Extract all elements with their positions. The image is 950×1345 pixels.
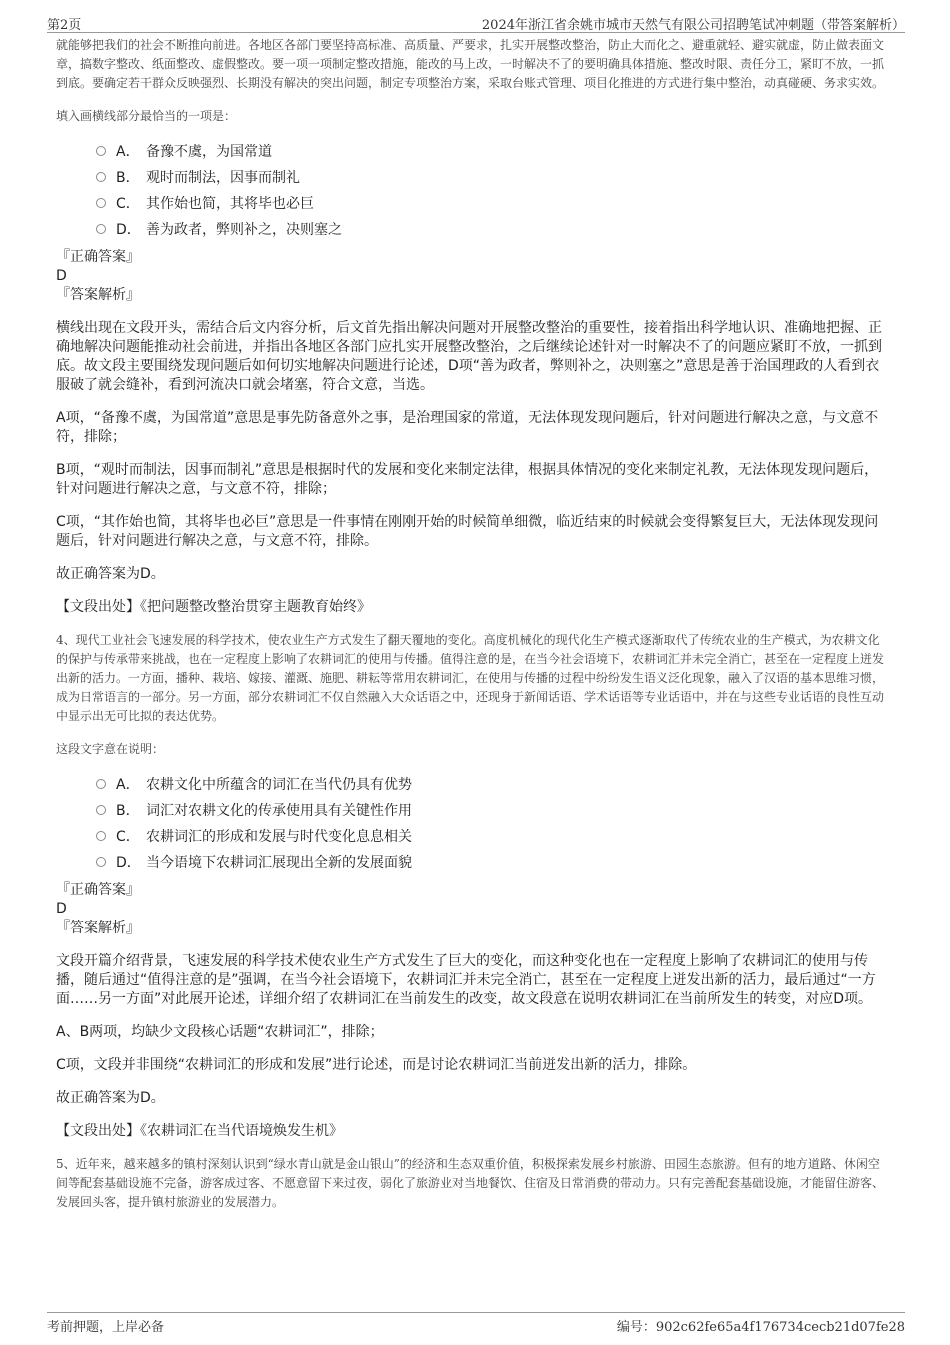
- q4-analysis-label: 『答案解析』: [56, 920, 140, 936]
- q3-option-c[interactable]: C． 其作始也简，其将毕也必巨: [96, 190, 888, 216]
- q3-analysis-1: 横线出现在文段开头，需结合后文内容分析，后文首先指出解决问题对开展整改整治的重要性，接着指出科学地认识、准确地把握、正确地解决问题能推动社会前进，并指出各地区各部门应扎实开展整改整治，之后继续论述针对一时解决不了的问题应紧盯不放，一抓到底。故文段主要围绕发现问题后如何切实地解决问题进行论述，D项“善为政者，弊则补之，决则塞之”意思是善于治国理政的人看到衣服破了就会缝补，看到河流决口就会堵塞，符合文意，当选。: [56, 320, 882, 393]
- radio-icon[interactable]: [96, 857, 106, 867]
- q4-answer: D: [56, 901, 67, 917]
- q4-passage: 4、现代工业社会飞速发展的科学技术，使农业生产方式发生了翻天覆地的变化。高度机械化的现代化生产模式逐渐取代了传统农业的生产模式，为农耕文化的保护与传承带来挑战，也在一定程度上影响了农耕词汇的使用与传播。值得注意的是，在当今社会语境下，农耕词汇并未完全消亡，甚至在一定程度上迸发出新的活力。一方面，播种、栽培、嫁接、灌溉、施肥、耕耘等常用农耕词汇，在使用与传播的过程中纷纷发生语义泛化现象，融入了汉语的基本思维习惯，成为日常语言的一部分。另一方面，部分农耕词汇不仅自然融入大众话语之中，还现身于新闻话语、学术话语等专业话语中，并在与这些专业话语的良性互动中显示出无可比拟的表达优势。: [56, 633, 885, 723]
- q3-analysis-3: B项，“观时而制法，因事而制礼”意思是根据时代的发展和变化来制定法律，根据具体情况的变化来制定礼教，无法体现发现问题后，针对问题进行解决之意，与文意不符，排除；: [56, 462, 879, 497]
- radio-icon[interactable]: [96, 779, 106, 789]
- q4-option-b[interactable]: B． 词汇对农耕文化的传承使用具有关键性作用: [96, 797, 888, 823]
- q3-answer: D: [56, 268, 67, 284]
- q3-analysis-4: C项，“其作始也简，其将毕也必巨”意思是一件事情在刚刚开始的时候简单细微，临近结束的时候就会变得繁复巨大，无法体现发现问题后，针对问题进行解决之意，与文意不符，排除。: [56, 514, 879, 549]
- q4-answer-label: 『正确答案』: [56, 882, 140, 898]
- q3-question: 填入画横线部分最恰当的一项是：: [56, 109, 237, 123]
- q4-analysis-4: 故正确答案为D。: [56, 1090, 165, 1106]
- q3-passage: 就能够把我们的社会不断推向前进。各地区各部门要坚持高标准、高质量、严要求，扎实开展整改整治，防止大而化之、避重就轻、避实就虚，防止做表面文章，搞数字整改、纸面整改、虚假整改。要一项一项制定整改措施，能改的马上改，一时解决不了的要明确具体措施、整改时限、责任分工，紧盯不放，一抓到底。要确定若干群众反映强烈、长期没有解决的突出问题，制定专项整治方案，采取台账式管理、项目化推进的方式进行集中整治，动真碰硬、务求实效。: [56, 38, 885, 90]
- q4-question: 这段文字意在说明：: [56, 742, 165, 756]
- document-code: 编号：902c62fe65a4f176734cecb21d07fe28: [616, 1320, 905, 1335]
- radio-icon[interactable]: [96, 224, 106, 234]
- page-number: 第2页: [47, 18, 82, 33]
- footer-slogan: 考前押题，上岸必备: [47, 1320, 165, 1335]
- q3-analysis-5: 故正确答案为D。: [56, 566, 165, 582]
- page-content: [56, 36, 888, 1212]
- q5-passage: 5、近年来，越来越多的镇村深刻认识到“绿水青山就是金山银山”的经济和生态双重价值，积极探索发展乡村旅游、田园生态旅游。但有的地方道路、休闲空间等配套基础设施不完备，游客成过客、不愿意留下来过夜，弱化了旅游业对当地餐饮、住宿及日常消费的带动力。只有完善配套基础设施，才能留住游客、发展回头客，提升镇村旅游业的发展潜力。: [56, 1157, 885, 1209]
- q4-source: 【文段出处】《农耕词汇在当代语境焕发生机》: [56, 1123, 343, 1139]
- q4-option-c[interactable]: C． 农耕词汇的形成和发展与时代变化息息相关: [96, 823, 888, 849]
- radio-icon[interactable]: [96, 146, 106, 156]
- q3-option-a[interactable]: A． 备豫不虞，为国常道: [96, 138, 888, 164]
- q3-options: [96, 138, 888, 242]
- q3-option-d[interactable]: D． 善为政者，弊则补之，决则塞之: [96, 216, 888, 242]
- q4-analysis-1: 文段开篇介绍背景，飞速发展的科学技术使农业生产方式发生了巨大的变化，而这种变化也在一定程度上影响了农耕词汇的使用与传播，随后通过“值得注意的是”强调，在当今社会语境下，农耕词汇并未完全消亡，甚至在一定程度上迸发出新的活力，最后通过“一方面……另一方面”对此展开论述，详细介绍了农耕词汇在当前发生的改变，故文段意在说明农耕词汇在当前所发生的转变，对应D项。: [56, 953, 876, 1007]
- radio-icon[interactable]: [96, 172, 106, 182]
- q3-analysis-label: 『答案解析』: [56, 287, 140, 303]
- page-footer: [47, 1312, 905, 1333]
- q4-analysis-2: A、B两项，均缺少文段核心话题“农耕词汇”，排除；: [56, 1024, 384, 1040]
- q4-analysis-3: C项，文段并非围绕“农耕词汇的形成和发展”进行论述，而是讨论农耕词汇当前迸发出新的活力，排除。: [56, 1057, 697, 1073]
- q3-source: 【文段出处】《把问题整改整治贯穿主题教育始终》: [56, 599, 371, 615]
- radio-icon[interactable]: [96, 198, 106, 208]
- q3-answer-label: 『正确答案』: [56, 249, 140, 265]
- radio-icon[interactable]: [96, 831, 106, 841]
- q4-option-a[interactable]: A． 农耕文化中所蕴含的词汇在当代仍具有优势: [96, 771, 888, 797]
- page-header: [47, 12, 905, 33]
- radio-icon[interactable]: [96, 805, 106, 815]
- q4-options: [96, 771, 888, 875]
- q3-analysis-2: A项，“备豫不虞，为国常道”意思是事先防备意外之事，是治理国家的常道，无法体现发现问题后，针对问题进行解决之意，与文意不符，排除；: [56, 410, 879, 445]
- document-title: 2024年浙江省余姚市城市天然气有限公司招聘笔试冲刺题（带答案解析）: [481, 18, 905, 33]
- q4-option-d[interactable]: D． 当今语境下农耕词汇展现出全新的发展面貌: [96, 849, 888, 875]
- q3-option-b[interactable]: B． 观时而制法，因事而制礼: [96, 164, 888, 190]
